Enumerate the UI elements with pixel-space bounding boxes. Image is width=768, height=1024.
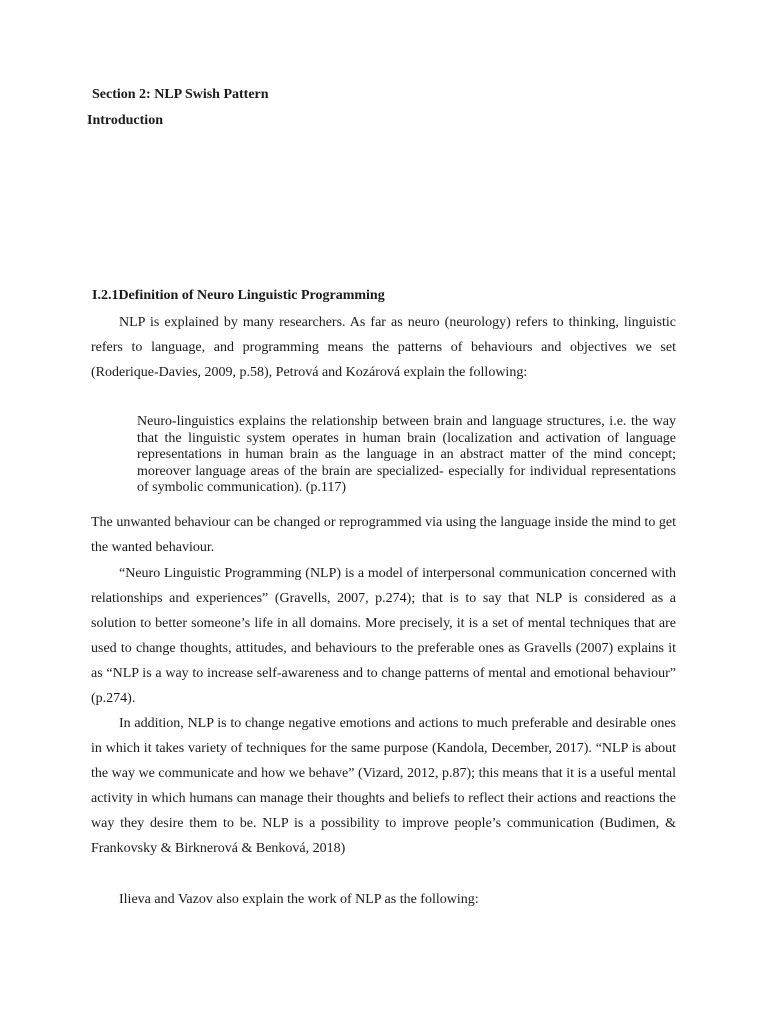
block-quote-neuro-linguistics: Neuro-linguistics explains the relationship between brain and language structures, i.e. the way that the linguistic system operates in human brain (localization and activation of language representations in human brain as the language in an abstract matter of the mind concept; moreover language areas of the brain are specialized- especially for individual representations of symbolic communication). (p.117)	[137, 414, 676, 495]
paragraph-nlp-explained: NLP is explained by many researchers. As far as neuro (neurology) refers to thinking, linguistic refers to language, and programming means the patterns of behaviours and objectives we set (Roderique-Davies, 2009, p.58), Petrová and Kozárová explain the following:	[91, 315, 676, 380]
paragraph-unwanted-behaviour: The unwanted behaviour can be changed or reprogrammed via using the language inside the mind to get the wanted behaviour.	[91, 515, 676, 555]
definition-heading: I.2.1Definition of Neuro Linguistic Programming	[92, 288, 385, 303]
paragraph-nlp-model: “Neuro Linguistic Programming (NLP) is a model of interpersonal communication concerned with relationships and experiences” (Gravells, 2007, p.274); that is to say that NLP is considered as a solution to better someone’s life in all domains. More precisely, it is a set of mental techniques that are used to change thoughts, attitudes, and behaviours to the preferable ones as Gravells (2007) explains it as “NLP is a way to increase self-awareness and to change patterns of mental and emotional behaviour” (p.274).	[91, 566, 676, 706]
section-title: Section 2: NLP Swish Pattern	[92, 87, 269, 102]
paragraph-in-addition: In addition, NLP is to change negative emotions and actions to much preferable and desirable ones in which it takes variety of techniques for the same purpose (Kandola, December, 2017). “NLP is about the way we communicate and how we behave” (Vizard, 2012, p.87); this means that it is a useful mental activity in which humans can manage their thoughts and beliefs to reflect their actions and reactions the way they desire them to be. NLP is a possibility to improve people’s communication (Budimen, & Frankovsky & Birknerová & Benková, 2018)	[91, 716, 676, 856]
paragraph-ilieva-vazov: Ilieva and Vazov also explain the work of NLP as the following:	[119, 892, 479, 907]
introduction-heading: Introduction	[87, 113, 163, 128]
